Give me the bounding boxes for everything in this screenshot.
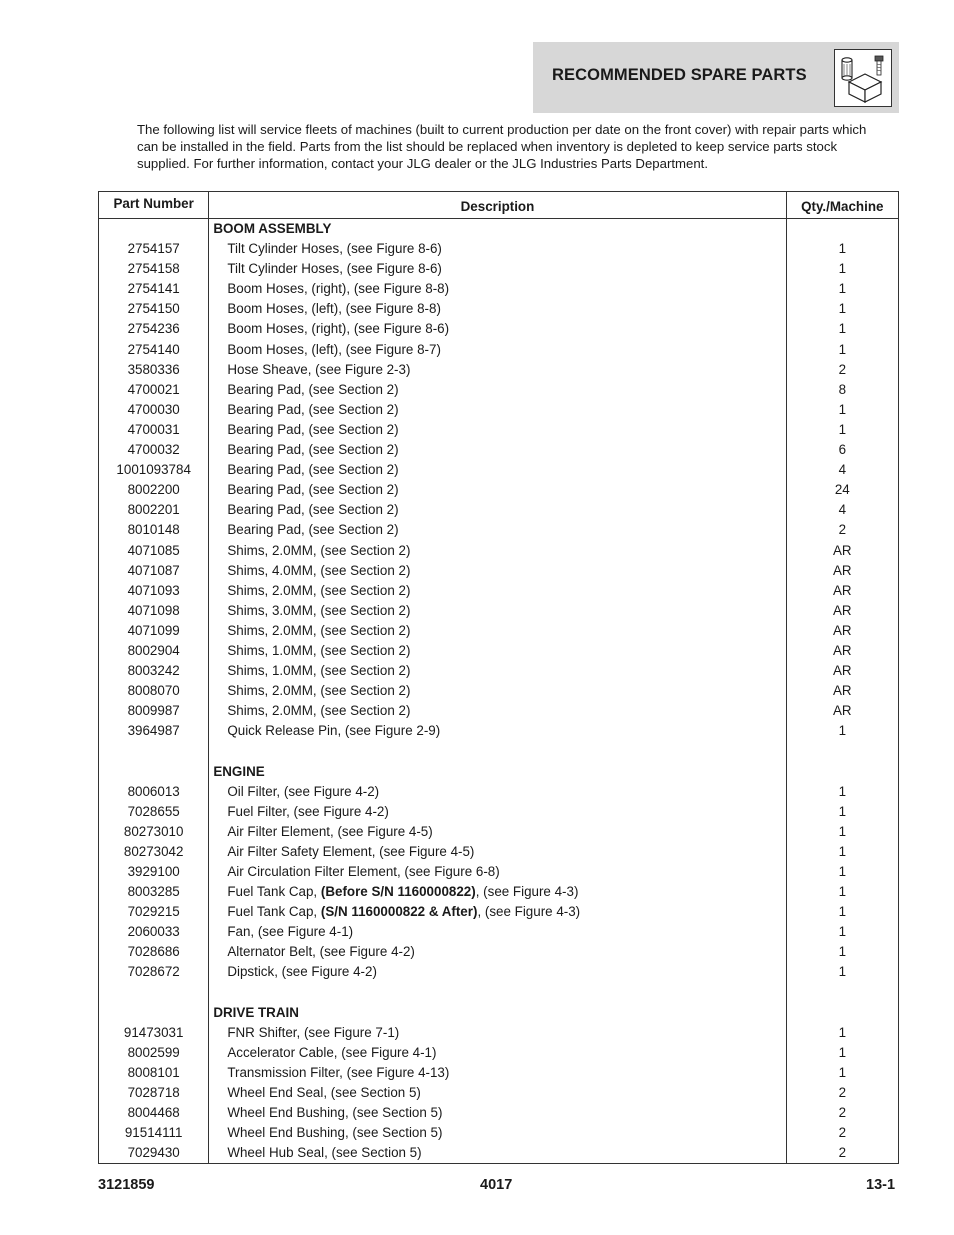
description-cell [209,741,786,761]
description-cell: Tilt Cylinder Hoses, (see Figure 8-6) [209,259,786,279]
qty-cell [786,762,898,782]
description-cell: Shims, 2.0MM, (see Section 2) [209,541,786,561]
table-body [99,219,899,1164]
description-cell: Boom Hoses, (left), (see Figure 8-7) [209,340,786,360]
part-number-cell: 8010148 [99,520,209,540]
part-number-cell: 8002904 [99,641,209,661]
qty-cell: 2 [786,1103,898,1123]
part-number-cell: 80273042 [99,842,209,862]
part-number-cell: 8006013 [99,782,209,802]
qty-cell [786,741,898,761]
qty-cell: AR [786,561,898,581]
section-heading: BOOM ASSEMBLY [209,219,786,240]
part-number-cell: 3964987 [99,721,209,741]
description-cell: Bearing Pad, (see Section 2) [209,380,786,400]
description-cell: Air Filter Safety Element, (see Figure 4-5) [209,842,786,862]
footer-document-number: 3121859 [98,1177,155,1193]
table-row [99,561,899,581]
part-number-cell: 2754236 [99,319,209,339]
part-number-cell: 7028672 [99,962,209,982]
part-number-cell: 2754158 [99,259,209,279]
qty-cell: AR [786,701,898,721]
part-number-cell [99,219,209,240]
description-cell: Dipstick, (see Figure 4-2) [209,962,786,982]
part-number-cell: 2754157 [99,239,209,259]
part-number-cell: 91473031 [99,1023,209,1043]
part-number-cell: 2754141 [99,279,209,299]
table-row [99,420,899,440]
table-row [99,1043,899,1063]
qty-cell: 2 [786,520,898,540]
description-cell: FNR Shifter, (see Figure 7-1) [209,1023,786,1043]
table-row [99,601,899,621]
description-cell: Wheel End Bushing, (see Section 5) [209,1103,786,1123]
table-row [99,641,899,661]
qty-cell: 1 [786,239,898,259]
part-number-cell: 80273010 [99,822,209,842]
table-row [99,520,899,540]
qty-cell: AR [786,621,898,641]
table-row [99,661,899,681]
qty-cell: 1 [786,319,898,339]
description-cell: Bearing Pad, (see Section 2) [209,400,786,420]
description-cell: Wheel Hub Seal, (see Section 5) [209,1143,786,1164]
description-cell: Shims, 2.0MM, (see Section 2) [209,701,786,721]
description-cell: Transmission Filter, (see Figure 4-13) [209,1063,786,1083]
qty-cell: 2 [786,1083,898,1103]
qty-cell: 1 [786,782,898,802]
qty-cell: AR [786,661,898,681]
table-row [99,882,899,902]
part-number-cell: 7029215 [99,902,209,922]
table-row [99,1123,899,1143]
description-cell: Hose Sheave, (see Figure 2-3) [209,360,786,380]
qty-cell: AR [786,681,898,701]
part-number-cell: 4700031 [99,420,209,440]
spare-parts-icon [834,49,892,107]
section-header [533,42,899,113]
table-row [99,440,899,460]
part-number-cell: 7028686 [99,942,209,962]
footer-model: 4017 [480,1177,513,1193]
column-header-part-number: Part Number [99,192,209,219]
qty-cell [786,1003,898,1023]
table-row [99,1083,899,1103]
description-cell: Quick Release Pin, (see Figure 2-9) [209,721,786,741]
section-heading: ENGINE [209,762,786,782]
part-number-cell: 8003242 [99,661,209,681]
qty-cell: AR [786,581,898,601]
part-number-cell: 4071093 [99,581,209,601]
qty-cell: 1 [786,842,898,862]
description-cell: Fuel Filter, (see Figure 4-2) [209,802,786,822]
qty-cell [786,983,898,1003]
spacer-row [99,983,899,1003]
description-text: Fuel Tank Cap, [227,884,321,900]
part-number-cell: 7028655 [99,802,209,822]
table-row [99,962,899,982]
table-row [99,1143,899,1164]
qty-cell: AR [786,641,898,661]
description-cell: Oil Filter, (see Figure 4-2) [209,782,786,802]
description-cell: Wheel End Bushing, (see Section 5) [209,1123,786,1143]
section-row [99,219,899,240]
table-row [99,319,899,339]
part-number-cell: 8008101 [99,1063,209,1083]
qty-cell: 24 [786,480,898,500]
description-cell [209,902,786,922]
part-number-cell: 4071098 [99,601,209,621]
description-cell: Bearing Pad, (see Section 2) [209,440,786,460]
qty-cell: 1 [786,420,898,440]
table-row [99,480,899,500]
section-title: RECOMMENDED SPARE PARTS [552,66,807,84]
table-row [99,239,899,259]
part-number-cell: 3929100 [99,862,209,882]
serial-number-range: (Before S/N 1160000822) [320,884,476,900]
table-row [99,1023,899,1043]
table-row [99,862,899,882]
table-row [99,681,899,701]
table-header-row [99,192,899,219]
qty-cell: 1 [786,721,898,741]
qty-cell: 1 [786,259,898,279]
description-cell: Boom Hoses, (left), (see Figure 8-8) [209,299,786,319]
table-row [99,299,899,319]
footer-page-number: 13-1 [866,1177,896,1193]
description-cell: Fan, (see Figure 4-1) [209,922,786,942]
description-cell: Bearing Pad, (see Section 2) [209,420,786,440]
part-number-cell: 4700030 [99,400,209,420]
table-row [99,902,899,922]
part-number-cell [99,983,209,1003]
qty-cell: 1 [786,882,898,902]
qty-cell: 1 [786,942,898,962]
description-cell: Bearing Pad, (see Section 2) [209,500,786,520]
description-reference: , (see Figure 4-3) [477,904,581,920]
description-text: Fuel Tank Cap, [227,904,321,920]
qty-cell: 1 [786,902,898,922]
table-row [99,500,899,520]
section-row [99,762,899,782]
part-number-cell [99,1003,209,1023]
qty-cell: AR [786,601,898,621]
part-number-cell: 8002201 [99,500,209,520]
table-row [99,701,899,721]
qty-cell: 8 [786,380,898,400]
part-number-cell: 8009987 [99,701,209,721]
table-row [99,380,899,400]
spare-parts-table [98,191,899,1164]
part-number-cell: 8004468 [99,1103,209,1123]
column-header-description: Description [209,192,786,219]
table-row [99,802,899,822]
qty-cell: 2 [786,1143,898,1164]
description-cell [209,983,786,1003]
description-cell: Air Filter Element, (see Figure 4-5) [209,822,786,842]
table-row [99,1063,899,1083]
qty-cell: 1 [786,922,898,942]
description-cell: Shims, 1.0MM, (see Section 2) [209,641,786,661]
qty-cell: 2 [786,1123,898,1143]
table-row [99,541,899,561]
qty-cell: 1 [786,340,898,360]
qty-cell: 4 [786,500,898,520]
table-row [99,621,899,641]
table-row [99,721,899,741]
part-number-cell: 8002599 [99,1043,209,1063]
part-number-cell: 4700021 [99,380,209,400]
description-cell: Bearing Pad, (see Section 2) [209,460,786,480]
part-number-cell: 8008070 [99,681,209,701]
qty-cell: 1 [786,400,898,420]
description-cell: Alternator Belt, (see Figure 4-2) [209,942,786,962]
description-cell: Air Circulation Filter Element, (see Figure 6-8) [209,862,786,882]
description-cell: Bearing Pad, (see Section 2) [209,520,786,540]
part-number-cell [99,741,209,761]
part-number-cell: 7029430 [99,1143,209,1164]
table-row [99,842,899,862]
description-reference: , (see Figure 4-3) [475,884,579,900]
table-row [99,822,899,842]
description-cell: Shims, 1.0MM, (see Section 2) [209,661,786,681]
qty-cell: 1 [786,299,898,319]
part-number-cell: 3580336 [99,360,209,380]
part-number-cell: 2754150 [99,299,209,319]
description-cell: Shims, 2.0MM, (see Section 2) [209,681,786,701]
section-row [99,1003,899,1023]
part-number-cell: 4700032 [99,440,209,460]
description-cell: Tilt Cylinder Hoses, (see Figure 8-6) [209,239,786,259]
table-row [99,460,899,480]
part-number-cell: 8003285 [99,882,209,902]
table-row [99,1103,899,1123]
description-cell: Wheel End Seal, (see Section 5) [209,1083,786,1103]
column-header-qty: Qty./Machine [786,192,898,219]
description-cell: Shims, 2.0MM, (see Section 2) [209,581,786,601]
table-row [99,279,899,299]
table-row [99,782,899,802]
table-row [99,581,899,601]
part-number-cell: 1001093784 [99,460,209,480]
part-number-cell: 4071099 [99,621,209,641]
table-row [99,400,899,420]
qty-cell: 6 [786,440,898,460]
table-row [99,360,899,380]
description-cell: Boom Hoses, (right), (see Figure 8-6) [209,319,786,339]
qty-cell: AR [786,541,898,561]
qty-cell: 1 [786,1043,898,1063]
qty-cell: 1 [786,862,898,882]
part-number-cell: 7028718 [99,1083,209,1103]
description-cell: Boom Hoses, (right), (see Figure 8-8) [209,279,786,299]
part-number-cell: 8002200 [99,480,209,500]
table-row [99,259,899,279]
qty-cell: 1 [786,1023,898,1043]
qty-cell: 1 [786,1063,898,1083]
intro-paragraph: The following list will service fleets of machines (built to current production per date on the front cover) with repair parts which can be installed in the field. Parts from the list should be replaced when inventory is depleted to keep service parts stock supplied. For further information, contact your JLG dealer or the JLG Industries Parts Department. [137,122,867,171]
table-row [99,922,899,942]
table-row [99,942,899,962]
part-number-cell: 2754140 [99,340,209,360]
part-number-cell [99,762,209,782]
part-number-cell: 2060033 [99,922,209,942]
qty-cell: 1 [786,279,898,299]
section-heading: DRIVE TRAIN [209,1003,786,1023]
part-number-cell: 4071087 [99,561,209,581]
spacer-row [99,741,899,761]
description-cell: Bearing Pad, (see Section 2) [209,480,786,500]
description-cell: Accelerator Cable, (see Figure 4-1) [209,1043,786,1063]
description-cell: Shims, 4.0MM, (see Section 2) [209,561,786,581]
part-number-cell: 4071085 [99,541,209,561]
serial-number-range: (S/N 1160000822 & After) [320,904,478,920]
qty-cell: 2 [786,360,898,380]
description-cell: Shims, 2.0MM, (see Section 2) [209,621,786,641]
qty-cell: 1 [786,802,898,822]
table-row [99,340,899,360]
qty-cell: 4 [786,460,898,480]
part-number-cell: 91514111 [99,1123,209,1143]
qty-cell: 1 [786,962,898,982]
description-cell: Shims, 3.0MM, (see Section 2) [209,601,786,621]
qty-cell [786,219,898,240]
description-cell [209,882,786,902]
qty-cell: 1 [786,822,898,842]
